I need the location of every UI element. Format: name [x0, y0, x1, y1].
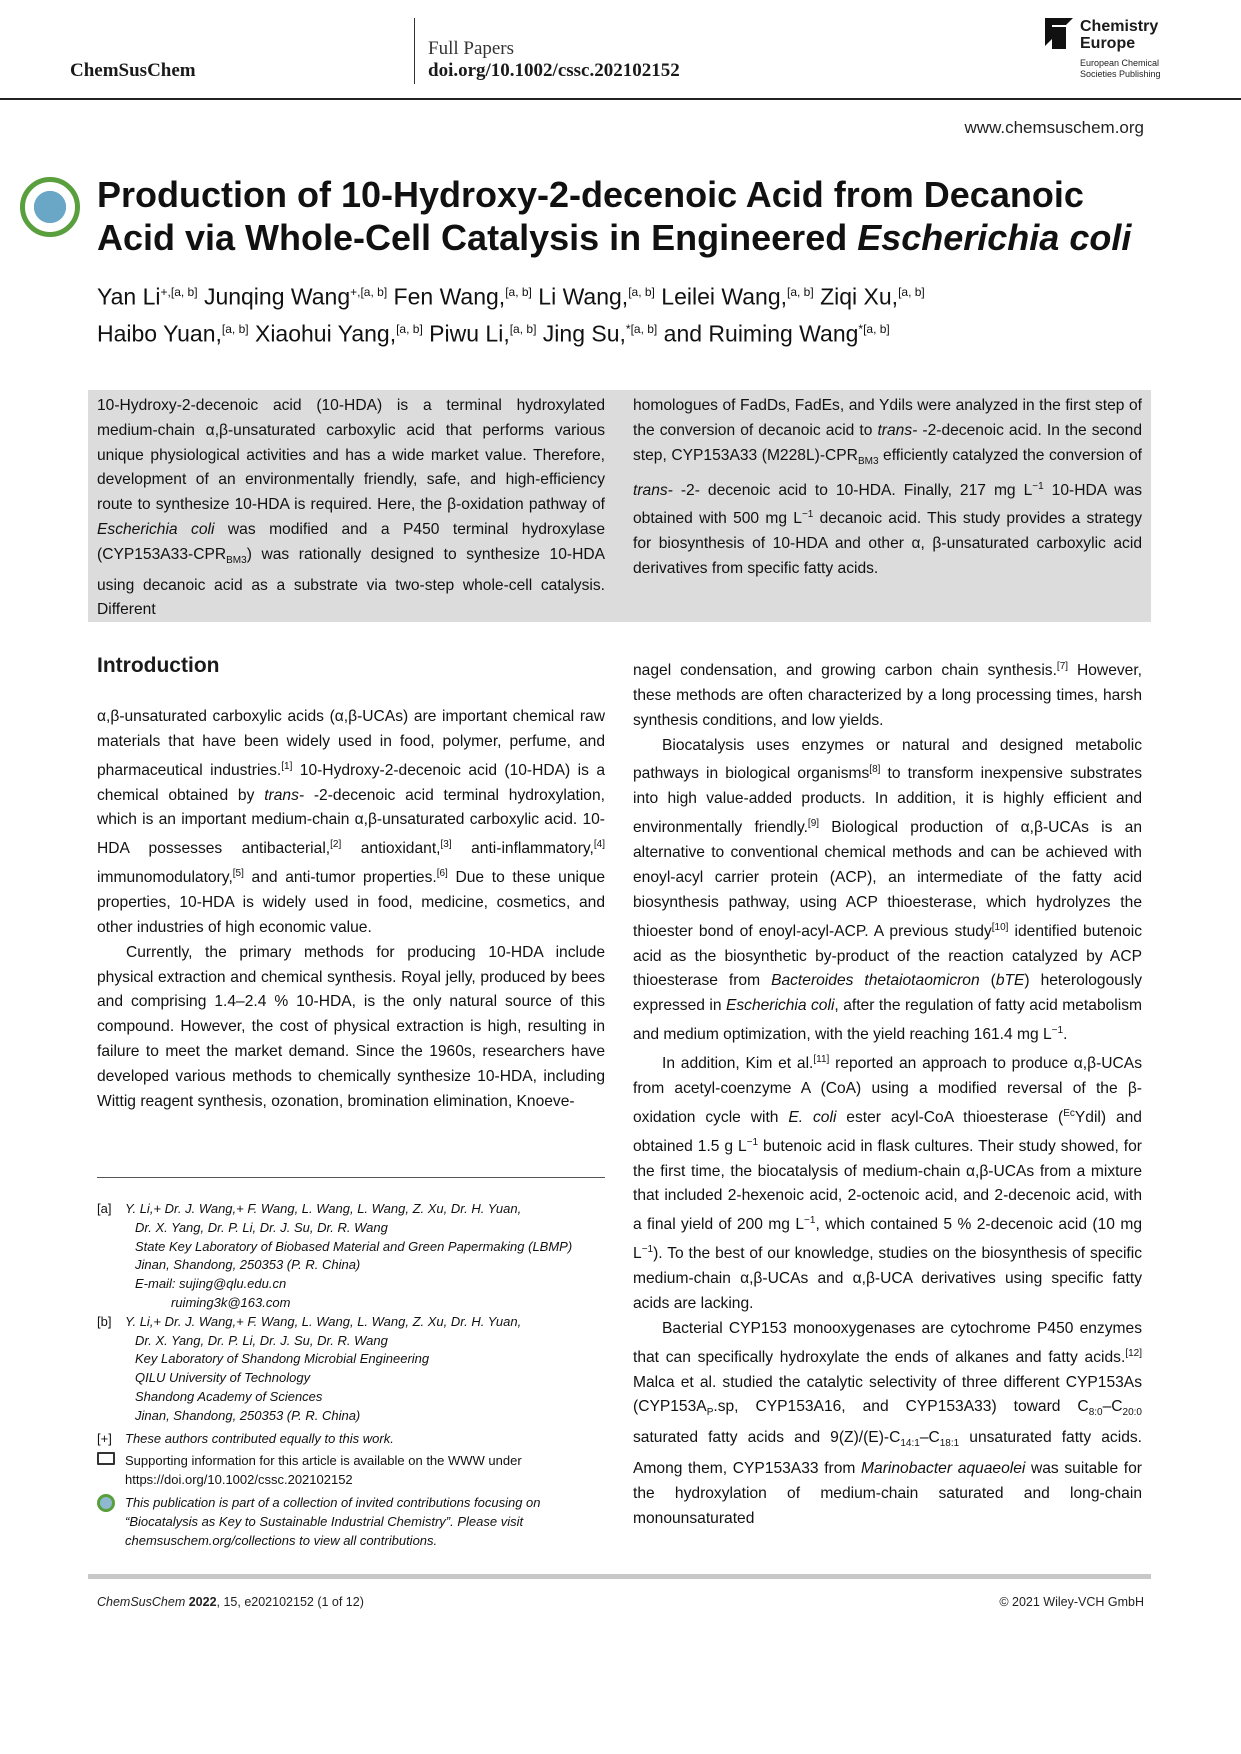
author-name: Yan Li: [97, 283, 161, 310]
author-name: Junqing Wang: [203, 283, 351, 310]
footnote-line: Y. Li,+ Dr. J. Wang,+ F. Wang, L. Wang, L. Wang, Z. Xu, Dr. H. Yuan,: [125, 1313, 522, 1329]
author-affiliation: [a, b]: [509, 321, 537, 336]
author-affiliation: [a, b]: [898, 285, 925, 299]
footnote-line: Shandong Academy of Sciences: [135, 1388, 323, 1404]
author-name: Piwu Li,: [429, 320, 510, 347]
body-text: reported an approach to produce α,β-UCAs from acetyl-coenzyme A (CoA) using a modified reversal of the β-oxidation cycle with: [633, 1055, 1142, 1126]
abstract-text: ) was rationally designed to synthesize 10-HDA using decanoic acid as a substrate via two-step whole-cell catalysis. Different: [97, 545, 605, 619]
abstract-text-italic: trans-: [633, 481, 673, 499]
citation-link[interactable]: [9]: [807, 818, 820, 830]
author-name: Fen Wang,: [393, 283, 506, 310]
abstract-text: 10-HDA was obtained with 500 mg L: [633, 481, 1143, 528]
footer-citation: [97, 1595, 364, 1609]
footer-rule: [88, 1574, 1151, 1579]
author-name: Haibo Yuan,: [97, 320, 222, 347]
footnote-line: Jinan, Shandong, 250353 (P. R. China): [135, 1407, 361, 1423]
author-name: Jing Su,: [542, 320, 626, 347]
body-text: (: [979, 972, 996, 990]
author-affiliation: *[a, b]: [858, 321, 890, 336]
body-text: ). To the best of our knowledge, studies on the biosynthesis of specific medium-chain α,β-UCAs and α,β-UCA derivatives using specific fatty acids are lacking.: [633, 1245, 1142, 1312]
abstract-text: 10-Hydroxy-2-decenoic acid (10-HDA) is a terminal hydroxylated medium-chain α,β-unsaturated carboxylic acid that performs various unique physiological activities and has a wide market value. Therefore, development of an environmentally friendly, safe, and high-efficiency route to synthesize 10-HDA is required. Here, the β-oxidation pathway of: [97, 397, 605, 514]
footnote-line: State Key Laboratory of Biobased Material and Green Papermaking (LBMP): [135, 1238, 573, 1254]
abstract-subscript: BM3: [857, 455, 879, 467]
footnote-line: Dr. X. Yang, Dr. P. Li, Dr. J. Su, Dr. R. Wang: [135, 1219, 388, 1235]
body-text: Malca et al. studied the catalytic selectivity of three different CYP153As (CYP153A: [633, 1373, 1142, 1416]
citation-link[interactable]: [12]: [1125, 1347, 1142, 1359]
body-text-italic: Escherichia coli: [725, 997, 835, 1015]
paragraph: [97, 705, 605, 941]
superscript: −1: [746, 1136, 759, 1148]
equal-contribution-note: [97, 1430, 612, 1449]
author-list: Yan $Li^{+,[a, b]}$ Junqing Wang$^{+,[a, b]}$ Fen Wang,[a, b] Li Wang,[a, b] Leilei Wang,[a, b] Ziqi Xu,[a, b] Haibo Yuan,[a, b] Xiaohui Yang,[a, b] Piwu Li,[a, b] Jing Su,$^{*[a, b]}$ and Ruiming Wang$^{*[a, b]}$: [97, 283, 925, 347]
supporting-info-note: [97, 1452, 612, 1490]
body-text: and anti-tumor properties.: [243, 869, 437, 887]
paragraph: [633, 655, 1142, 734]
footnote-label: [b]: [97, 1313, 112, 1329]
body-text-italic: trans-: [264, 786, 305, 804]
header-divider: [414, 18, 415, 84]
body-text-italic: E. coli: [788, 1108, 837, 1126]
publisher-subtitle: European Chemical Societies Publishing: [1080, 58, 1161, 79]
abstract-text-italic: trans-: [877, 421, 918, 439]
affiliation-footnotes: [97, 1200, 612, 1550]
body-left-column: [97, 705, 605, 1114]
title-italic: Escherichia coli: [857, 217, 1132, 258]
body-text: , after the regulation of fatty acid metabolism and medium optimization, with the yield reaching 161.4 mg L: [633, 997, 1143, 1044]
body-text: identified butenoic acid as the biosynthetic by-product of the reaction catalyzed by ACP thioesterase from: [633, 922, 1143, 990]
superscript: Ec: [1063, 1107, 1075, 1119]
section-heading-introduction: Introduction: [97, 654, 220, 677]
author-affiliation: +,[a, b]: [160, 285, 198, 299]
author-affiliation: [a, b]: [628, 285, 655, 299]
body-text-italic: Marinobacter aquaeolei: [861, 1460, 1026, 1478]
abstract-text: -2- decenoic acid to 10-HDA. Finally, 217 mg L: [672, 481, 1033, 499]
body-text: saturated fatty acids and 9(Z)/(E)-C: [633, 1429, 901, 1447]
body-text: –C: [919, 1429, 940, 1447]
citation-link[interactable]: [7]: [1056, 661, 1069, 672]
superscript: −1: [641, 1244, 654, 1256]
author-affiliation: *[a, b]: [625, 321, 658, 336]
supporting-info-link[interactable]: https://doi.org/10.1002/cssc.202102152: [125, 1472, 353, 1488]
footnote-line: Key Laboratory of Shandong Microbial Engineering: [135, 1351, 430, 1367]
abstract-superscript: −1: [801, 509, 814, 521]
abstract-superscript: −1: [1032, 480, 1044, 492]
paragraph: [633, 1048, 1142, 1317]
body-text: -2-decenoic acid terminal hydroxylation, which is an important medium-chain α,β-unsaturated carboxylic acid. 10-HDA possesses antibacterial,: [97, 786, 605, 858]
paragraph: [633, 1317, 1142, 1532]
body-text: nagel condensation, and growing carbon chain synthesis.: [633, 662, 1057, 680]
body-text: was suitable for the hydroxylation of medium-chain saturated and long-chain monounsaturated: [633, 1460, 1142, 1527]
body-text: Bacterial CYP153 monooxygenases are cytochrome P450 enzymes that can specifically hydroxylate the ends of alkanes and fatty acids.: [633, 1319, 1142, 1366]
body-text: Due to these unique properties, 10-HDA is widely used in food, medicine, cosmetics, and other industries of high economic value.: [97, 869, 605, 936]
abstract-text: was modified and a P450 terminal hydroxylase (CYP153A33-CPR: [97, 520, 605, 563]
citation-link[interactable]: [8]: [869, 764, 881, 776]
author-name: Xiaohui Yang,: [254, 320, 397, 347]
abstract-left-column: [97, 394, 605, 623]
abstract-text: -2-decenoic acid. In the second step, CYP153A33 (M228L)-CPR: [633, 421, 1143, 464]
footnote-line: Dr. X. Yang, Dr. P. Li, Dr. J. Su, Dr. R. Wang: [135, 1332, 388, 1348]
author-affiliation: [a, b]: [396, 321, 423, 336]
abstract-text: decanoic acid. This study provides a strategy for biosynthesis of 10-HDA and other α, β-unsaturated carboxylic acid derivatives from specific fatty acids.: [633, 510, 1143, 578]
author-name: Ziqi Xu,: [820, 283, 899, 310]
subscript: P: [706, 1407, 714, 1419]
body-text: –C: [1102, 1398, 1123, 1416]
body-text: ester acyl-CoA thioesterase (: [836, 1108, 1064, 1126]
abstract-text: homologues of FadDs, FadEs, and Ydils were analyzed in the first step of the conversion of decanoic acid to: [633, 397, 1142, 439]
footer-copyright: © 2021 Wiley-VCH GmbH: [999, 1595, 1144, 1609]
body-text: .: [1063, 1026, 1068, 1044]
footnote-label: [+]: [97, 1430, 112, 1446]
doi-link[interactable]: doi.org/10.1002/cssc.202102152: [428, 60, 680, 81]
footnote-line: These authors contributed equally to this work.: [125, 1430, 394, 1446]
body-text-italic: Bacteroides thetaiotaomicron: [771, 972, 980, 990]
paragraph: Currently, the primary methods for producing 10-HDA include physical extraction and chemical synthesis. Royal jelly, produced by bees and comprising 1.4–2.4 % 10-HDA, is the only natural source of this compound. However, the cost of physical extraction is high, resulting in failure to meet the market demand. Since the 1960s, researchers have developed various methods to chemically synthesize 10-HDA, including Wittig reagent synthesis, ozonation, bromination elimination, Knoeve-: [97, 943, 605, 1110]
body-text: butenoic acid in flask cultures. Their study showed, for the first time, the biocatalysis of medium-chain α,β-UCAs from a mixture that included 2-hexenoic acid, 2-octenoic acid, and 2-decenoic acid, with a final yield of 200 mg L: [633, 1137, 1142, 1234]
body-text: However, these methods are often characterized by a long processing times, harsh synthesis conditions, and low yields.: [633, 662, 1143, 729]
body-text: , which contained 5 % 2-decenoic acid (10 mg L: [633, 1216, 1142, 1263]
subscript: 20:0: [1122, 1407, 1142, 1419]
body-text: 10-Hydroxy-2-decenoic acid (10-HDA) is a chemical obtained by: [97, 761, 605, 804]
title-main: Production of 10-Hydroxy-2-decenoic Acid from Decanoic Acid via Whole-Cell Catalysis in Engineered: [97, 174, 1084, 258]
collection-icon: [97, 1494, 115, 1512]
journal-website-link[interactable]: www.chemsuschem.org: [964, 118, 1144, 137]
body-text-italic: bTE: [995, 972, 1025, 990]
superscript: −1: [804, 1215, 816, 1227]
affiliation-a: [97, 1200, 612, 1313]
citation-link[interactable]: [10]: [991, 921, 1009, 933]
subscript: 14:1: [900, 1438, 920, 1450]
citation-link[interactable]: [3]: [440, 839, 452, 851]
citation-link[interactable]: [6]: [436, 868, 448, 880]
citation-link[interactable]: [11]: [813, 1053, 830, 1065]
header-rule: [0, 98, 1241, 100]
body-text: .sp, CYP153A16, and CYP153A33) toward C: [713, 1398, 1089, 1416]
citation-link[interactable]: [4]: [593, 839, 605, 851]
body-text: Ydil) and obtained 1.5 g L: [633, 1108, 1142, 1155]
email-link[interactable]: E-mail: sujing@qlu.edu.cn: [135, 1276, 287, 1292]
author-name: Leilei Wang,: [661, 283, 787, 310]
publisher-name: Chemistry Europe: [1080, 18, 1159, 52]
citation-link[interactable]: [1]: [281, 760, 293, 772]
body-right-column: [633, 655, 1142, 1532]
footnote-label: [a]: [97, 1201, 112, 1216]
author-affiliation: [a, b]: [221, 321, 249, 336]
author-affiliation: [a, b]: [505, 285, 532, 299]
body-text: antioxidant,: [341, 840, 441, 858]
abstract-right-column: [633, 394, 1142, 582]
body-text: unsaturated fatty acids. Among them, CYP153A33 from: [633, 1429, 1142, 1478]
body-text: immunomodulatory,: [97, 869, 233, 887]
body-text: to transform inexpensive substrates into high value-added products. In addition, it is highly efficient and environmentally friendly.: [633, 765, 1143, 837]
body-text: ) heterologously expressed in: [633, 972, 1142, 1015]
footnote-line: Jinan, Shandong, 250353 (P. R. China): [135, 1257, 361, 1273]
section-type: Full Papers: [428, 38, 515, 59]
paragraph: [633, 734, 1142, 1048]
affiliation-b: [97, 1313, 612, 1426]
body-text: anti-inflammatory,: [451, 840, 594, 858]
author-name: Li Wang,: [538, 283, 629, 310]
subscript: 18:1: [939, 1438, 960, 1450]
journal-name: ChemSusChem: [70, 60, 196, 81]
abstract-subscript: BM3: [226, 554, 247, 566]
footer-volume: , 15, e202102152 (1 of 12): [216, 1595, 364, 1609]
collection-note: [97, 1494, 612, 1550]
footnote-rule: [97, 1177, 605, 1178]
body-text: Biological production of α,β-UCAs is an alternative to conventional chemical methods and can be achieved with enoyl-acyl carrier protein (ACP), an intermediate of the fatty acid biosynthesis pathway, using ACP thioesterase, which hydrolyzes the thioester bond of enoyl-acyl-ACP. A previous study: [633, 819, 1142, 940]
computer-icon: [97, 1452, 115, 1465]
citation-link[interactable]: [2]: [330, 839, 342, 851]
citation-link[interactable]: [5]: [232, 868, 244, 880]
footer-year: 2022: [188, 1595, 217, 1609]
subscript: 8:0: [1088, 1407, 1103, 1419]
superscript: −1: [1051, 1024, 1064, 1036]
chemistry-europe-logo-bar-icon: [1052, 27, 1066, 49]
author-affiliation: [a, b]: [787, 285, 814, 299]
footnote-line: This publication is part of a collection of invited contributions focusing on “Biocatalysis as Key to Sustainable Industrial Chemistry”. Please visit chemsuschem.org/collections to view all contributions.: [125, 1494, 541, 1548]
body-text: In addition, Kim et al.: [662, 1055, 814, 1073]
abstract-text: efficiently catalyzed the conversion of: [878, 446, 1142, 464]
email-link[interactable]: ruiming3k@163.com: [171, 1294, 291, 1310]
body-text: Biocatalysis uses enzymes or natural and designed metabolic pathways in biological organisms: [633, 736, 1142, 783]
body-text: α,β-unsaturated carboxylic acids (α,β-UCAs) are important chemical raw materials that have been widely used in food, polymer, perfume, and pharmaceutical industries.: [97, 708, 605, 779]
article-title: [97, 173, 1157, 259]
collection-cover-icon: [20, 177, 80, 237]
author-affiliation: +,[a, b]: [350, 285, 388, 299]
author-name: Ruiming Wang: [708, 320, 859, 347]
footnote-line: QILU University of Technology: [135, 1370, 311, 1386]
footer-journal: ChemSusChem: [97, 1595, 186, 1609]
footnote-line: Y. Li,+ Dr. J. Wang,+ F. Wang, L. Wang, L. Wang, Z. Xu, Dr. H. Yuan,: [125, 1201, 522, 1216]
abstract-text-italic: Escherichia coli: [97, 520, 215, 538]
footnote-line: Supporting information for this article is available on the WWW under: [125, 1453, 522, 1469]
